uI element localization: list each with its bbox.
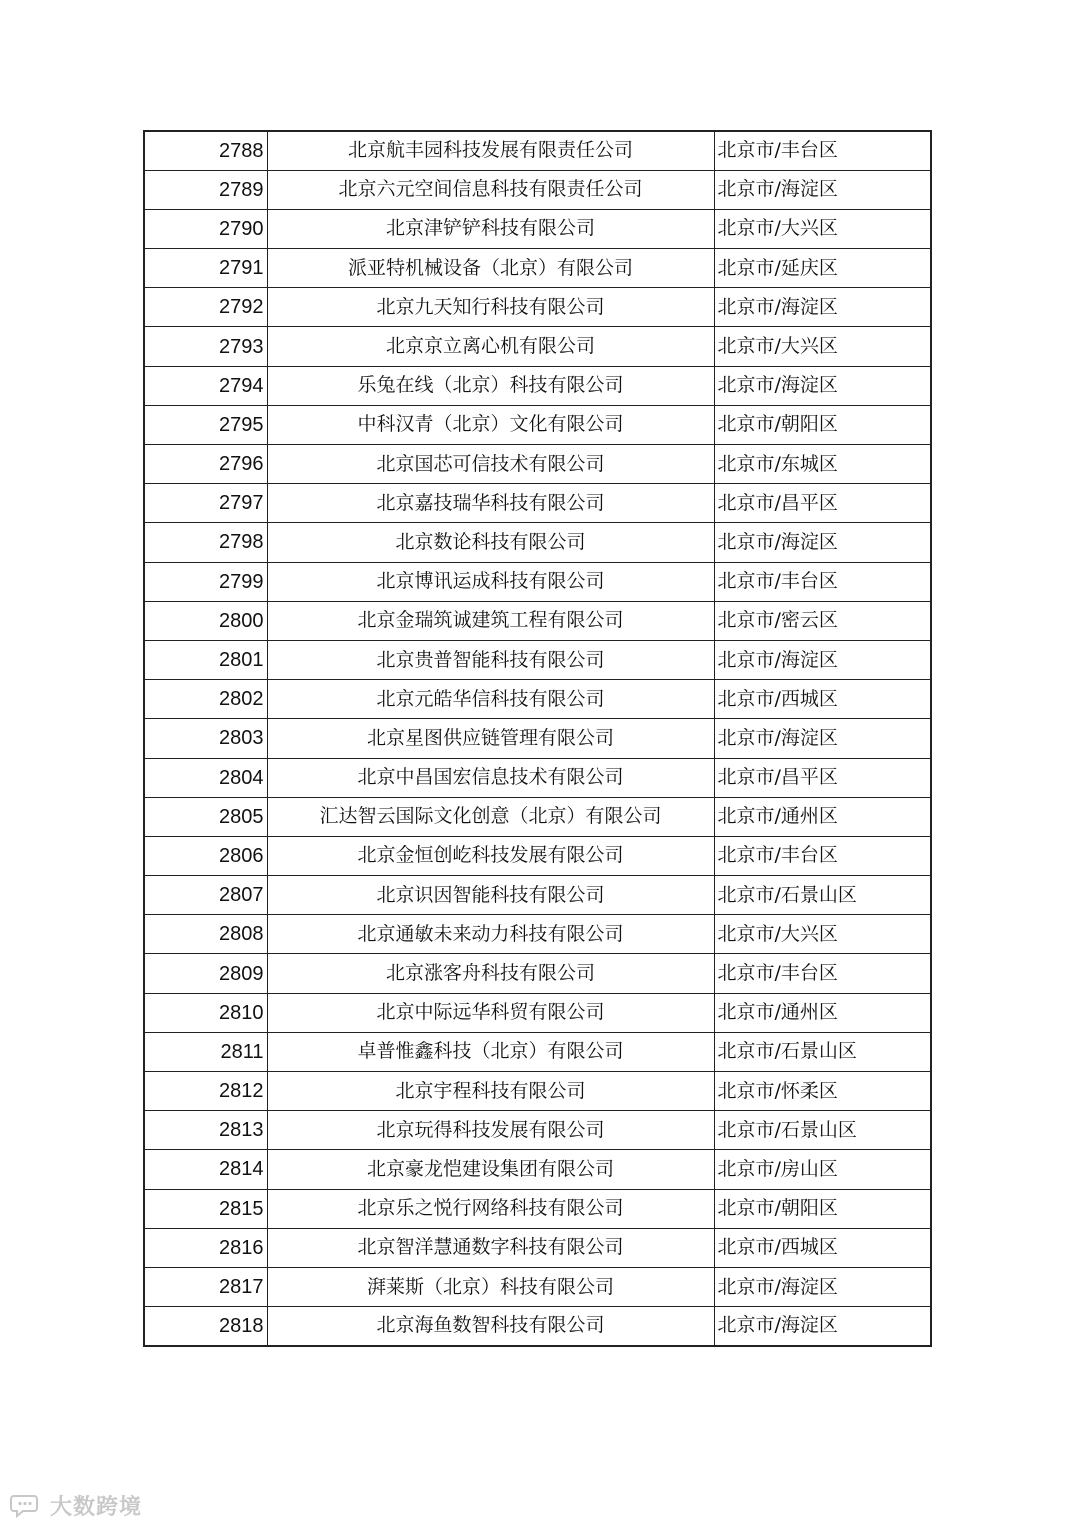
table-row xyxy=(144,915,931,954)
region-cell: 北京市/大兴区 xyxy=(714,327,931,366)
row-number-cell: 2813 xyxy=(144,1111,267,1150)
company-name-cell: 北京六元空间信息科技有限责任公司 xyxy=(267,170,714,209)
region-cell: 北京市/海淀区 xyxy=(714,366,931,405)
company-name-cell: 湃莱斯（北京）科技有限公司 xyxy=(267,1267,714,1306)
table-row xyxy=(144,131,931,170)
region-cell: 北京市/密云区 xyxy=(714,601,931,640)
region-cell: 北京市/丰台区 xyxy=(714,836,931,875)
table-row xyxy=(144,640,931,679)
company-name-cell: 北京乐之悦行网络科技有限公司 xyxy=(267,1189,714,1228)
company-name-cell: 北京嘉技瑞华科技有限公司 xyxy=(267,484,714,523)
company-name-cell: 北京海鱼数智科技有限公司 xyxy=(267,1307,714,1346)
region-cell: 北京市/海淀区 xyxy=(714,640,931,679)
row-number-cell: 2814 xyxy=(144,1150,267,1189)
row-number-cell: 2798 xyxy=(144,523,267,562)
table-body xyxy=(144,131,931,1346)
row-number-cell: 2816 xyxy=(144,1228,267,1267)
table-row xyxy=(144,249,931,288)
company-name-cell: 北京中昌国宏信息技术有限公司 xyxy=(267,758,714,797)
region-cell: 北京市/西城区 xyxy=(714,1228,931,1267)
row-number-cell: 2793 xyxy=(144,327,267,366)
row-number-cell: 2807 xyxy=(144,876,267,915)
company-name-cell: 北京中际远华科贸有限公司 xyxy=(267,993,714,1032)
row-number-cell: 2791 xyxy=(144,249,267,288)
company-name-cell: 派亚特机械设备（北京）有限公司 xyxy=(267,249,714,288)
company-name-cell: 北京京立离心机有限公司 xyxy=(267,327,714,366)
table-row xyxy=(144,1150,931,1189)
region-cell: 北京市/西城区 xyxy=(714,680,931,719)
company-name-cell: 北京贵普智能科技有限公司 xyxy=(267,640,714,679)
row-number-cell: 2804 xyxy=(144,758,267,797)
company-name-cell: 乐兔在线（北京）科技有限公司 xyxy=(267,366,714,405)
table-row xyxy=(144,209,931,248)
region-cell: 北京市/朝阳区 xyxy=(714,1189,931,1228)
table-row xyxy=(144,836,931,875)
region-cell: 北京市/海淀区 xyxy=(714,523,931,562)
company-name-cell: 卓普惟鑫科技（北京）有限公司 xyxy=(267,1032,714,1071)
table-row xyxy=(144,170,931,209)
company-name-cell: 北京宇程科技有限公司 xyxy=(267,1072,714,1111)
watermark xyxy=(10,1490,142,1521)
row-number-cell: 2801 xyxy=(144,640,267,679)
company-name-cell: 北京豪龙恺建设集团有限公司 xyxy=(267,1150,714,1189)
row-number-cell: 2817 xyxy=(144,1267,267,1306)
table-row xyxy=(144,1228,931,1267)
region-cell: 北京市/大兴区 xyxy=(714,209,931,248)
row-number-cell: 2788 xyxy=(144,131,267,170)
row-number-cell: 2810 xyxy=(144,993,267,1032)
row-number-cell: 2808 xyxy=(144,915,267,954)
table-row xyxy=(144,562,931,601)
region-cell: 北京市/石景山区 xyxy=(714,1111,931,1150)
company-name-cell: 北京国芯可信技术有限公司 xyxy=(267,445,714,484)
table-row xyxy=(144,366,931,405)
table-row xyxy=(144,288,931,327)
region-cell: 北京市/海淀区 xyxy=(714,719,931,758)
region-cell: 北京市/海淀区 xyxy=(714,1267,931,1306)
table-row xyxy=(144,601,931,640)
chat-bubble-logo-icon xyxy=(10,1493,44,1519)
region-cell: 北京市/怀柔区 xyxy=(714,1072,931,1111)
watermark-text: 大数跨境 xyxy=(50,1495,143,1520)
company-name-cell: 北京玩得科技发展有限公司 xyxy=(267,1111,714,1150)
company-name-cell: 北京涨客舟科技有限公司 xyxy=(267,954,714,993)
table-row xyxy=(144,1307,931,1346)
region-cell: 北京市/昌平区 xyxy=(714,758,931,797)
company-name-cell: 北京航丰园科技发展有限责任公司 xyxy=(267,131,714,170)
table-row xyxy=(144,954,931,993)
company-name-cell: 北京金恒创屹科技发展有限公司 xyxy=(267,836,714,875)
company-name-cell: 北京智洋慧通数字科技有限公司 xyxy=(267,1228,714,1267)
region-cell: 北京市/东城区 xyxy=(714,445,931,484)
region-cell: 北京市/海淀区 xyxy=(714,1307,931,1346)
region-cell: 北京市/丰台区 xyxy=(714,954,931,993)
table-row xyxy=(144,758,931,797)
row-number-cell: 2803 xyxy=(144,719,267,758)
region-cell: 北京市/石景山区 xyxy=(714,876,931,915)
table-row xyxy=(144,1267,931,1306)
region-cell: 北京市/朝阳区 xyxy=(714,405,931,444)
region-cell: 北京市/石景山区 xyxy=(714,1032,931,1071)
company-name-cell: 北京九天知行科技有限公司 xyxy=(267,288,714,327)
company-name-cell: 北京元皓华信科技有限公司 xyxy=(267,680,714,719)
table-row xyxy=(144,797,931,836)
row-number-cell: 2809 xyxy=(144,954,267,993)
row-number-cell: 2789 xyxy=(144,170,267,209)
company-name-cell: 北京识因智能科技有限公司 xyxy=(267,876,714,915)
table-row xyxy=(144,484,931,523)
region-cell: 北京市/延庆区 xyxy=(714,249,931,288)
company-name-cell: 北京数论科技有限公司 xyxy=(267,523,714,562)
table-row xyxy=(144,1072,931,1111)
company-name-cell: 北京星图供应链管理有限公司 xyxy=(267,719,714,758)
company-name-cell: 汇达智云国际文化创意（北京）有限公司 xyxy=(267,797,714,836)
region-cell: 北京市/昌平区 xyxy=(714,484,931,523)
region-cell: 北京市/丰台区 xyxy=(714,562,931,601)
region-cell: 北京市/大兴区 xyxy=(714,915,931,954)
company-name-cell: 北京金瑞筑诚建筑工程有限公司 xyxy=(267,601,714,640)
table-row xyxy=(144,327,931,366)
table-row xyxy=(144,993,931,1032)
row-number-cell: 2792 xyxy=(144,288,267,327)
region-cell: 北京市/通州区 xyxy=(714,797,931,836)
row-number-cell: 2796 xyxy=(144,445,267,484)
table-row xyxy=(144,1111,931,1150)
table-row xyxy=(144,1189,931,1228)
row-number-cell: 2815 xyxy=(144,1189,267,1228)
row-number-cell: 2794 xyxy=(144,366,267,405)
table-row xyxy=(144,876,931,915)
company-name-cell: 北京博讯运成科技有限公司 xyxy=(267,562,714,601)
company-name-cell: 北京通敏未来动力科技有限公司 xyxy=(267,915,714,954)
row-number-cell: 2802 xyxy=(144,680,267,719)
row-number-cell: 2811 xyxy=(144,1032,267,1071)
row-number-cell: 2818 xyxy=(144,1307,267,1346)
row-number-cell: 2806 xyxy=(144,836,267,875)
table-row xyxy=(144,445,931,484)
company-table xyxy=(143,130,932,1347)
row-number-cell: 2795 xyxy=(144,405,267,444)
table-row xyxy=(144,1032,931,1071)
row-number-cell: 2797 xyxy=(144,484,267,523)
table-row xyxy=(144,405,931,444)
row-number-cell: 2800 xyxy=(144,601,267,640)
table-row xyxy=(144,680,931,719)
region-cell: 北京市/丰台区 xyxy=(714,131,931,170)
row-number-cell: 2812 xyxy=(144,1072,267,1111)
row-number-cell: 2805 xyxy=(144,797,267,836)
company-name-cell: 北京津铲铲科技有限公司 xyxy=(267,209,714,248)
table-row xyxy=(144,719,931,758)
table-row xyxy=(144,523,931,562)
region-cell: 北京市/房山区 xyxy=(714,1150,931,1189)
company-name-cell: 中科汉青（北京）文化有限公司 xyxy=(267,405,714,444)
region-cell: 北京市/通州区 xyxy=(714,993,931,1032)
region-cell: 北京市/海淀区 xyxy=(714,288,931,327)
row-number-cell: 2799 xyxy=(144,562,267,601)
row-number-cell: 2790 xyxy=(144,209,267,248)
region-cell: 北京市/海淀区 xyxy=(714,170,931,209)
